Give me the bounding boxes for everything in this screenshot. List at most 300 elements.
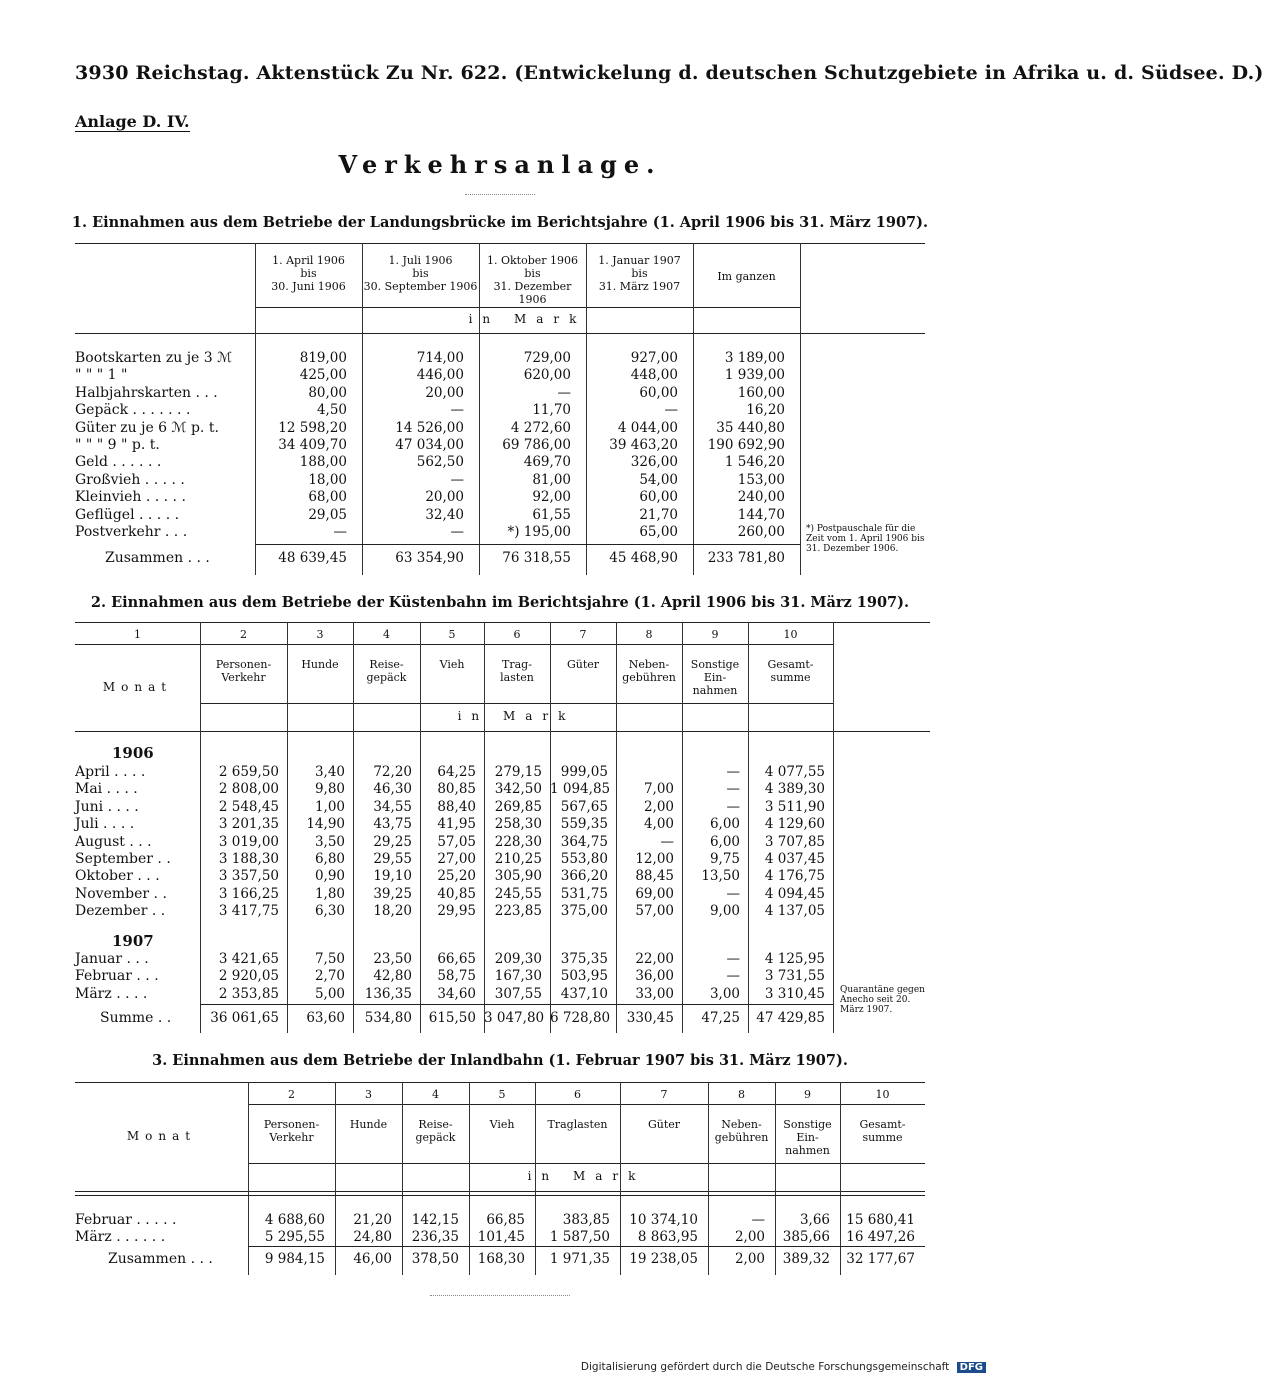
table-row-label: Oktober . . .: [75, 868, 160, 885]
table-cell: 1 094,85: [550, 781, 611, 798]
table-cell: 34 409,70: [278, 437, 347, 453]
table-cell: 559,35: [560, 816, 608, 833]
total-cell: 46,00: [353, 1251, 392, 1267]
table-cell: 3 201,35: [218, 816, 279, 833]
table-row-label: Güter zu je 6 ℳ p. t.: [75, 419, 219, 436]
column-divider: [800, 243, 801, 575]
table-cell: 446,00: [416, 367, 464, 384]
table-row-label: Januar . . .: [75, 951, 149, 967]
title-ornament: [465, 194, 535, 195]
page-header: 3930 Reichstag. Aktenstück Zu Nr. 622. (Entwickelung d. deutschen Schutzgebiete in Afrika u. d. Südsee. D.): [75, 62, 1264, 84]
table-cell: 92,00: [532, 489, 571, 506]
table-cell: 12 598,20: [278, 419, 347, 436]
table-row-label: Februar . . .: [75, 968, 159, 985]
table-cell: —: [726, 968, 740, 985]
table-cell: 12,00: [635, 851, 674, 867]
table-cell: 5,00: [314, 985, 345, 1002]
table-cell: —: [726, 798, 740, 815]
table-cell: 1,80: [314, 885, 345, 902]
table-cell: 188,00: [299, 454, 347, 471]
table-cell: 25,20: [437, 868, 476, 885]
table-cell: 3 731,55: [764, 968, 825, 985]
table-cell: 20,00: [425, 489, 464, 506]
table-cell: 16 497,26: [846, 1229, 915, 1246]
table-row-label: März . . . . . .: [75, 1229, 166, 1246]
table-cell: 620,00: [523, 367, 571, 384]
total-cell: 9 984,15: [264, 1251, 325, 1267]
table-row-label: Geflügel . . . . .: [75, 506, 180, 523]
year-label: 1906: [112, 744, 154, 762]
table-cell: 80,00: [308, 384, 347, 401]
table-cell: 503,95: [560, 968, 608, 985]
table-cell: 47 034,00: [395, 437, 464, 453]
table-cell: 2,70: [314, 968, 345, 985]
section3-title: 3. Einnahmen aus dem Betriebe der Inlandbahn (1. Februar 1907 bis 31. März 1907).: [152, 1052, 848, 1069]
table-cell: 57,05: [437, 833, 476, 850]
table-cell: 4 094,45: [764, 885, 825, 902]
column-header: Reise- gepäck: [415, 1118, 456, 1144]
table-cell: 4 176,75: [764, 868, 825, 885]
total-row-label: Zusammen . . .: [108, 1251, 213, 1267]
table-cell: —: [664, 402, 678, 419]
table-row-label: Dezember . .: [75, 903, 166, 920]
table-cell: 4 044,00: [617, 419, 678, 436]
table-cell: 3 188,30: [218, 851, 279, 867]
dfg-logo: DFG: [957, 1362, 986, 1373]
table-cell: 567,65: [560, 798, 608, 815]
table-cell: 29,05: [308, 506, 347, 523]
column-header: 1. April 1906 bis 30. Juni 1906: [271, 254, 346, 293]
table-cell: —: [726, 951, 740, 967]
table-cell: 6,30: [314, 903, 345, 920]
total-cell: 47,25: [701, 1010, 740, 1026]
table-cell: 19,10: [373, 868, 412, 885]
total-row-label: Zusammen . . .: [105, 550, 210, 566]
table-row-label: " " " 1 ": [75, 367, 128, 384]
column-number: 10: [875, 1088, 890, 1101]
table-cell: 64,25: [437, 764, 476, 780]
table-cell: 3,40: [314, 764, 345, 780]
year-label: 1907: [112, 932, 154, 950]
table-cell: 223,85: [494, 903, 542, 920]
table-cell: —: [660, 833, 674, 850]
column-number: 4: [432, 1088, 439, 1101]
table-row-label: Geld . . . . . .: [75, 454, 162, 471]
column-number: 2: [288, 1088, 295, 1101]
column-header: Güter: [566, 658, 600, 671]
table-row-label: " " " 9 " p. t.: [75, 437, 160, 453]
table-cell: 6,00: [709, 833, 740, 850]
column-header: Gesamt- summe: [859, 1118, 906, 1144]
table-cell: 14 526,00: [395, 419, 464, 436]
table-cell: 3 707,85: [764, 833, 825, 850]
table-cell: —: [450, 524, 464, 540]
table-cell: 2 353,85: [218, 985, 279, 1002]
table-cell: 714,00: [416, 350, 464, 366]
column-header: Neben- gebühren: [622, 658, 676, 684]
table-cell: 22,00: [635, 951, 674, 967]
table-cell: 142,15: [411, 1212, 459, 1228]
table-cell: 2 659,50: [218, 764, 279, 780]
total-cell: 48 639,45: [278, 550, 347, 566]
column-divider: [833, 622, 834, 1033]
table-cell: 160,00: [737, 384, 785, 401]
table-cell: 1 939,00: [724, 367, 785, 384]
table-cell: 375,00: [560, 903, 608, 920]
column-header: Trag- lasten: [500, 658, 534, 684]
total-cell: 233 781,80: [707, 550, 785, 566]
table-cell: 14,90: [306, 816, 345, 833]
table-cell: 364,75: [560, 833, 608, 850]
column-number: 9: [804, 1088, 811, 1101]
table-cell: 18,20: [373, 903, 412, 920]
total-cell: 2,00: [734, 1251, 765, 1267]
table-cell: 1 587,50: [549, 1229, 610, 1246]
table-cell: 190 692,90: [707, 437, 785, 453]
table-cell: —: [450, 471, 464, 488]
table-cell: 80,85: [437, 781, 476, 798]
column-number: 2: [240, 628, 247, 641]
table-cell: 4,50: [316, 402, 347, 419]
colnum-rule: [248, 1104, 925, 1105]
table-cell: 29,25: [373, 833, 412, 850]
table-cell: 41,95: [437, 816, 476, 833]
table-cell: 3 310,45: [764, 985, 825, 1002]
table-cell: 7,50: [314, 951, 345, 967]
table-top-rule: [75, 243, 925, 244]
table-cell: 36,00: [635, 968, 674, 985]
table-row-label: November . .: [75, 885, 167, 902]
table-cell: 531,75: [560, 885, 608, 902]
section2-title: 2. Einnahmen aus dem Betriebe der Küstenbahn im Berichtsjahre (1. April 1906 bis 31. März 1907).: [90, 594, 910, 611]
table-cell: 1,00: [314, 798, 345, 815]
total-cell: 63 354,90: [395, 550, 464, 566]
section2-footnote: Quarantäne gegen Anecho seit 20. März 1907.: [840, 985, 925, 1015]
table-cell: 4 272,60: [510, 419, 571, 436]
unit-rule: [75, 1191, 925, 1192]
column-number: 7: [579, 628, 587, 641]
table-cell: 4 077,55: [764, 764, 825, 780]
table-cell: —: [726, 781, 740, 798]
total-cell: 168,30: [477, 1251, 525, 1267]
table-row-label: Bootskarten zu je 3 ℳ: [75, 350, 233, 366]
table-cell: 40,85: [437, 885, 476, 902]
table-cell: 729,00: [523, 350, 571, 366]
table-row-label: September . .: [75, 851, 171, 867]
table-cell: 240,00: [737, 489, 785, 506]
table-cell: 144,70: [737, 506, 785, 523]
column-number: 4: [383, 628, 390, 641]
column-header: Hunde: [301, 658, 339, 671]
column-number: 9: [711, 628, 719, 641]
table-cell: 34,60: [437, 985, 476, 1002]
table-row-label: März . . . .: [75, 985, 148, 1002]
table-cell: 209,30: [494, 951, 542, 967]
table-cell: 60,00: [639, 384, 678, 401]
table-cell: 927,00: [630, 350, 678, 366]
column-header: 1. Januar 1907 bis 31. März 1907: [598, 254, 681, 293]
table-row-label: Mai . . . .: [75, 781, 138, 798]
table-cell: 366,20: [560, 868, 608, 885]
table-cell: 4 037,45: [764, 851, 825, 867]
table-cell: 65,00: [639, 524, 678, 540]
table-cell: 8 863,95: [637, 1229, 698, 1246]
table-cell: 3 421,65: [218, 951, 279, 967]
column-number: 7: [660, 1088, 668, 1101]
table-cell: 33,00: [635, 985, 674, 1002]
table-cell: —: [450, 402, 464, 419]
table-cell: 72,20: [373, 764, 412, 780]
table-cell: 6,80: [314, 851, 345, 867]
column-number: 8: [738, 1088, 745, 1101]
table-cell: 21,20: [353, 1212, 392, 1228]
table-cell: 375,35: [560, 951, 608, 967]
table-cell: 11,70: [532, 402, 571, 419]
column-header: Monat: [102, 680, 173, 694]
table-row-label: Gepäck . . . . . . .: [75, 402, 191, 419]
unit-rule-double: [75, 1195, 925, 1196]
header-rule: [248, 1163, 925, 1164]
header-rule: [200, 703, 833, 704]
table-cell: 68,00: [308, 489, 347, 506]
table-cell: 167,30: [494, 968, 542, 985]
table-cell: 448,00: [630, 367, 678, 384]
unit-rule: [75, 731, 930, 732]
table-cell: 4,00: [643, 816, 674, 833]
table-cell: 1 546,20: [724, 454, 785, 471]
total-cell: 534,80: [364, 1010, 412, 1026]
table-cell: 69 786,00: [502, 437, 571, 453]
table-top-rule: [75, 622, 930, 623]
unit-rule: [75, 333, 925, 334]
table-cell: 245,55: [494, 885, 542, 902]
table-cell: 39,25: [373, 885, 412, 902]
total-cell: 1 971,35: [549, 1251, 610, 1267]
table-cell: —: [333, 524, 347, 540]
table-cell: 4 688,60: [264, 1212, 325, 1228]
table-cell: 383,85: [562, 1212, 610, 1228]
table-cell: 46,30: [373, 781, 412, 798]
total-cell: 63,60: [306, 1010, 345, 1026]
column-header: Gesamt- summe: [767, 658, 814, 684]
column-number: 3: [316, 628, 324, 641]
table-cell: 2 808,00: [218, 781, 279, 798]
table-cell: *) 195,00: [507, 524, 571, 540]
table-cell: 279,15: [494, 764, 542, 780]
table-cell: 34,55: [373, 798, 412, 815]
column-number: 8: [645, 628, 653, 641]
table-cell: —: [726, 885, 740, 902]
table-cell: 258,30: [494, 816, 542, 833]
unit-label: in Mark: [527, 1169, 646, 1183]
table-cell: 58,75: [437, 968, 476, 985]
table-cell: 305,90: [494, 868, 542, 885]
page-title: Verkehrsanlage.: [338, 150, 662, 179]
table-cell: 469,70: [523, 454, 571, 471]
table-cell: 260,00: [737, 524, 785, 540]
table-cell: 3,50: [314, 833, 345, 850]
table-cell: 39 463,20: [609, 437, 678, 453]
column-header: Güter: [647, 1118, 681, 1131]
table-cell: 69,00: [635, 885, 674, 902]
table-cell: 342,50: [494, 781, 542, 798]
column-header: 1. Oktober 1906 bis 31. Dezember 1906: [486, 254, 579, 306]
column-number: 5: [498, 1088, 506, 1101]
total-cell: 76 318,55: [502, 550, 571, 566]
table-cell: 24,80: [353, 1229, 392, 1246]
total-row-label: Summe . .: [100, 1010, 172, 1026]
table-cell: 2,00: [734, 1229, 765, 1246]
total-cell: 45 468,90: [609, 550, 678, 566]
table-cell: 66,85: [486, 1212, 525, 1228]
table-cell: 10 374,10: [629, 1212, 698, 1228]
table-cell: 15 680,41: [846, 1212, 915, 1228]
table-cell: 88,40: [437, 798, 476, 815]
table-cell: 2 548,45: [218, 798, 279, 815]
table-cell: 3,00: [709, 985, 740, 1002]
column-number: 10: [783, 628, 798, 641]
table-row-label: August . . .: [75, 833, 152, 850]
colnum-rule: [75, 644, 833, 645]
total-rule: [200, 1004, 833, 1005]
table-cell: 3 166,25: [218, 885, 279, 902]
table-row-label: Halbjahrskarten . . .: [75, 384, 218, 401]
table-cell: 9,00: [709, 903, 740, 920]
column-header: Traglasten: [547, 1118, 608, 1131]
total-cell: 47 429,85: [756, 1010, 825, 1026]
table-cell: 29,55: [373, 851, 412, 867]
table-cell: 13,50: [701, 868, 740, 885]
column-number: 3: [365, 1088, 372, 1101]
section1-title: 1. Einnahmen aus dem Betriebe der Landungsbrücke im Berichtsjahre (1. April 1906 bis 31. März 1907).: [71, 214, 929, 231]
table-cell: 9,75: [709, 851, 740, 867]
table-cell: 3 511,90: [764, 798, 825, 815]
footer-credit: [581, 1361, 986, 1373]
table-cell: 23,50: [373, 951, 412, 967]
table-cell: 66,65: [437, 951, 476, 967]
table-cell: 307,55: [494, 985, 542, 1002]
table-cell: 16,20: [746, 402, 785, 419]
total-cell: 378,50: [411, 1251, 459, 1267]
column-number: 6: [574, 1088, 581, 1101]
column-header: 1. Juli 1906 bis 30. September 1906: [363, 254, 478, 293]
table-top-rule: [75, 1082, 925, 1083]
table-cell: 210,25: [494, 851, 542, 867]
table-cell: 3 189,00: [724, 350, 785, 366]
table-cell: —: [726, 764, 740, 780]
table-cell: 20,00: [425, 384, 464, 401]
footer-text: Digitalisierung gefördert durch die Deutsche Forschungsgemeinschaft: [580, 1361, 950, 1373]
table-row-label: Postverkehr . . .: [75, 524, 188, 540]
table-cell: 385,66: [782, 1229, 830, 1246]
table-cell: 5 295,55: [264, 1229, 325, 1246]
table-cell: —: [751, 1212, 765, 1228]
column-number: 1: [134, 628, 141, 641]
total-cell: 330,45: [626, 1010, 674, 1026]
table-cell: 819,00: [299, 350, 347, 366]
table-cell: 153,00: [737, 471, 785, 488]
section1-footnote: *) Postpauschale für die Zeit vom 1. April 1906 bis 31. Dezember 1906.: [806, 524, 925, 554]
table-cell: 269,85: [494, 798, 542, 815]
table-cell: 4 125,95: [764, 951, 825, 967]
table-cell: 54,00: [639, 471, 678, 488]
table-cell: 0,90: [314, 868, 345, 885]
column-header: Personen- Verkehr: [263, 1118, 320, 1144]
table-cell: 425,00: [299, 367, 347, 384]
column-number: 5: [448, 628, 456, 641]
total-cell: 3 047,80: [484, 1010, 545, 1026]
column-header: Monat: [126, 1129, 197, 1143]
table-cell: 61,55: [532, 506, 571, 523]
table-cell: 6,00: [709, 816, 740, 833]
column-header: Im ganzen: [717, 270, 776, 283]
header-rule: [255, 307, 800, 308]
table-cell: 553,80: [560, 851, 608, 867]
table-cell: 326,00: [630, 454, 678, 471]
column-header: Sonstige Ein- nahmen: [690, 658, 740, 697]
total-rule: [255, 544, 800, 545]
table-row-label: Großvieh . . . . .: [75, 471, 185, 488]
table-cell: 999,05: [560, 764, 608, 780]
table-cell: 3,66: [799, 1212, 830, 1228]
column-header: Vieh: [439, 658, 465, 671]
total-cell: 36 061,65: [210, 1010, 279, 1026]
anlage-label: Anlage D. IV.: [75, 112, 190, 131]
column-header: Personen- Verkehr: [215, 658, 272, 684]
end-ornament: [430, 1295, 570, 1296]
table-cell: 2,00: [643, 798, 674, 815]
table-cell: 228,30: [494, 833, 542, 850]
table-row-label: April . . . .: [75, 764, 146, 780]
table-cell: 88,45: [635, 868, 674, 885]
column-header: Neben- gebühren: [714, 1118, 769, 1144]
column-header: Vieh: [489, 1118, 515, 1131]
table-cell: 57,00: [635, 903, 674, 920]
table-row-label: Juli . . . .: [75, 816, 135, 833]
column-header: Hunde: [349, 1118, 388, 1131]
table-cell: 35 440,80: [716, 419, 785, 436]
table-cell: 32,40: [425, 506, 464, 523]
table-cell: 562,50: [416, 454, 464, 471]
table-cell: 101,45: [477, 1229, 525, 1246]
table-cell: 136,35: [364, 985, 412, 1002]
column-number: 6: [513, 628, 521, 641]
table-cell: —: [557, 384, 571, 401]
table-cell: 18,00: [308, 471, 347, 488]
table-cell: 29,95: [437, 903, 476, 920]
table-cell: 437,10: [560, 985, 608, 1002]
total-cell: 6 728,80: [550, 1010, 611, 1026]
table-cell: 236,35: [411, 1229, 459, 1246]
column-header: Reise- gepäck: [366, 658, 407, 684]
total-rule: [248, 1246, 925, 1247]
table-cell: 4 137,05: [764, 903, 825, 920]
total-cell: 32 177,67: [846, 1251, 915, 1267]
table-cell: 7,00: [643, 781, 674, 798]
table-row-label: Kleinvieh . . . . .: [75, 489, 186, 506]
table-cell: 3 417,75: [218, 903, 279, 920]
table-cell: 27,00: [437, 851, 476, 867]
table-cell: 43,75: [373, 816, 412, 833]
total-cell: 389,32: [782, 1251, 830, 1267]
table-row-label: Juni . . . .: [75, 798, 139, 815]
table-cell: 9,80: [314, 781, 345, 798]
table-cell: 3 019,00: [218, 833, 279, 850]
table-cell: 2 920,05: [218, 968, 279, 985]
table-cell: 81,00: [532, 471, 571, 488]
table-cell: 42,80: [373, 968, 412, 985]
total-cell: 19 238,05: [629, 1251, 698, 1267]
